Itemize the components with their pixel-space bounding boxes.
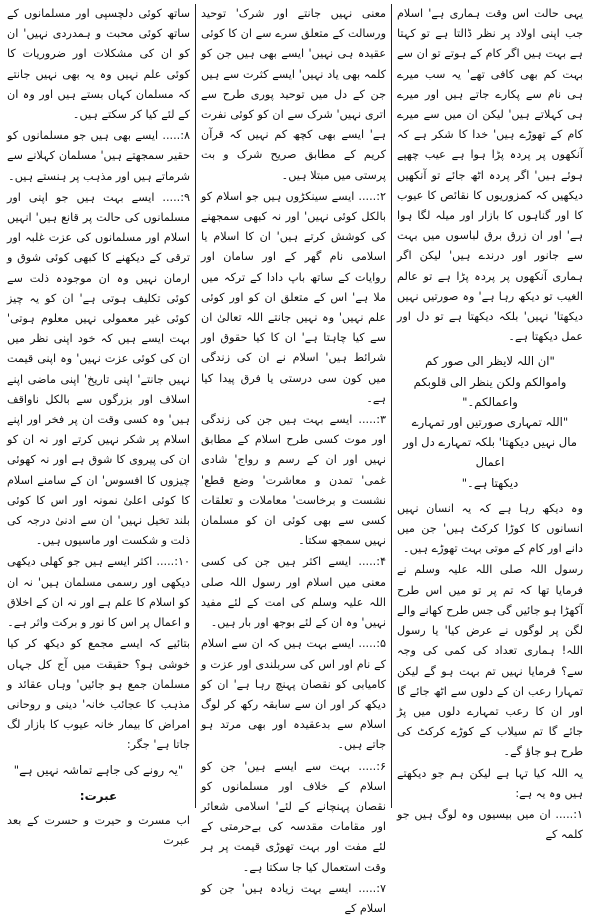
paragraph: بتائیے کہ ایسے مجمع کو دیکھ کر کیا خوشی ہو؟ حقیقت میں آج کل جہاں مسلمان جمع ہو جائیں' وہاں عقائد و مذہب کا عجائب خانہ' دینی و روحانی امراض کا بیمار خانہ عیوب کا بازار لگ جاتا ہے' جگر: [7,637,190,752]
quote-translation-line: دیکھتا ہے۔" [461,475,519,490]
section-heading: عبرت: [79,788,118,803]
paragraph: یہ اللہ کیا تہا ہے لیکن ہم جو دیکھتے ہیں وہ یہ ہے: [397,766,583,800]
numbered-paragraph: ۳:..... ایسے بہت ہیں جن کی زندگی اور موت کسی طرح اسلام کے مطابق نہیں اور ان کے رسم و رواج' شادی غمی' تمدن و معاشرت' وضع قطع' نشست و برخاست' معاملات و تعلقات کسی سے بھی کوئی ان کو مسلمان نہیں سمجھ سکتا۔ [201,413,386,548]
numbered-paragraph: ۷:..... ایسے بہت زیادہ ہیں' جن کو اسلام کے [201,881,386,915]
numbered-paragraph: ۸:..... ایسے بھی ہیں جو مسلمانوں کو حقیر سمجھتے ہیں' مسلمان کہلانے سے شرماتے ہیں اور مذہب پر ہنستے ہیں۔ [7,129,190,183]
paragraph: اب مسرت و حیرت و حسرت کے بعد عبرت [7,813,190,848]
quote-translation-line: مال نہیں دیکھتا' بلکہ تمہارے دل اور اعمال [403,435,577,470]
column-middle [195,4,392,915]
paragraph: ساتھ کوئی دلچسپی اور مسلمانوں کے ساتھ کوئی محبت و ہمدردی نہیں' ان کو ان کی مشکلات اور ضروریات کا کوئی علم نہیں وہ یہ بھی نہیں جانتے کہ مسلمان کہاں بستے ہیں اور وہ ان کے لئے کیا کر سکتے ہیں۔ [7,7,190,122]
quote-line: "یہ رونے کی جاہے تماشہ نہیں ہے" [13,762,184,777]
numbered-paragraph: ۱:..... ان میں بیسیوں وہ لوگ ہیں جو کلمہ کے [397,807,583,842]
hadith-quote [397,351,583,492]
column-left [2,4,195,848]
quote-translation-line: "اللہ تمہاری صورتیں اور تمہارے [411,415,569,430]
numbered-paragraph: ۹:..... ایسے بہت ہیں جو اپنی اور مسلمانوں کی حالت پر قانع ہیں' انہیں اسلام اور مسلمانوں کی عزت غلبہ اور ترقی کے دیکھنے کا کبھی کوئی شوق و ارمان نہیں وہ ان موجودہ ذلت سے کوئی تکلیف ہوتی ہے' ان کو یہ چیز کوئی غیر معمولی نہیں معلوم ہوتی' بہت ایسے ہیں کہ خود اپنی نظر میں ان کی کوئی عزت نہیں' وہ اپنی قیمت نہیں جانتے' اپنی تاریخ' اپنی ماضی اپنے اسلاف اور بزرگوں سے بالکل ناواقف ہیں' وہ کسی وقت ان پر فخر اور اپنے اسلام پر شکر نہیں کرتے اور نہ ان کو ان کی پیروی کا شوق ہے اور نہ کھوئی چیزوں کا افسوس' ان کے سامنے اسلام کا کوئی اعلیٰ نمونہ اور اس کا کوئی بلند تخیل نہیں' ان سے ادنیٰ درجہ کی ذلت و شکست اور ماسیوں ہیں۔ [7,190,190,548]
paragraph: معنی نہیں جانتے اور شرک' توحید ورسالت کے متعلق سرے سے ان کا کوئی عقیدہ ہی نہیں' ایسے بھی ہیں جن کو کلمہ بھی یاد نہیں' ایسے کثرت سے ہیں جن کے دل میں توحید پوری طرح سے اتری نہیں' شرک سے ان کو کوئی نفرت ہے' ایسے بھی کچھ کم نہیں کہ قرآن کریم کے مطابق صریح شرک و بت پرستی میں مبتلا ہیں۔ [201,7,386,182]
quote-line: "ان اللہ لایظر الی صور کم [425,354,555,369]
paragraph: رسول اللہ صلی اللہ علیہ وسلم نے فرمایا تھا کہ تم پر تو میں اس طرح آکھڑا ہو جائیں گی جس طرح کھانے والے لگن پر لوگوں نے عرض کیا' یا رسول اللہ! ہماری تعداد کی کمی کی وجہ سے؟ فرمایا نہیں تم بہت ہو گے لیکن تمہارا رعب ان کے دلوں سے اٹھ جائے گا اور ان کا رعب تمہارے دلوں میں پڑ جائے گا تم سیلاب کے کوڑے کرکٹ کی طرح ہو جاؤ گے۔ [397,563,583,759]
quote-line: واموالکم ولکن ینظر الی قلوبکم [413,374,567,389]
quote-line: واعمالکم۔" [462,394,518,409]
paragraph: وہ دیکھ رہا ہے کہ یہ انسان نہیں انسانوں کا کوڑا کرکٹ ہیں' جن میں دانے اور کام کے موتی بہت تھوڑے ہیں۔ [397,501,583,556]
numbered-paragraph: ۶:..... بہت سے ایسے ہیں' جن کو اسلام کے خلاف اور مسلمانوں کو نقصان پہنچانے کے لئے' اسلامی شعائر اور مقامات مقدسہ کی بےحرمتی کے لئے مفت اور بہت تھوڑی قیمت پر ہر وقت استعمال کیا جا سکتا ہے۔ [201,759,386,874]
numbered-paragraph: ۱۰:..... اکثر ایسے ہیں جو کھلی دیکھی دیکھی اور رسمی مسلمان ہیں' نہ ان کو اسلام کا علم ہے اور نہ ان کے اخلاق و اعمال پر اس کا نور و برکت واثر ہے۔ [7,555,190,630]
verse-quote [7,760,190,780]
column-right [392,4,588,842]
numbered-paragraph: ۲:..... ایسے سینکڑوں ہیں جو اسلام کو بالکل کوئی نہیں' اور نہ کبھی سمجھنے کی کوشش کرتے ہیں' ان کا اسلام یا اسلامی نام گھر کے اور سامان اور روایات کے ساتھ باپ دادا کے ترکہ میں ملا ہے' اس کے متعلق ان کو اور کوئی علم نہیں' وہ نہیں جانتے اللہ تعالیٰ ان سے کیا چاہتا ہے' ان کا کیا حقوق اور شرائط ہیں' اسلام نے ان کی زندگی میں کون سی درستی یا فرق پیدا کیا ہے۔ [201,189,386,405]
numbered-paragraph: ۵:..... ایسے بہت ہیں کہ ان سے اسلام کے نام اور اس کی سربلندی اور عزت و کامیابی کو نقصان پہنچ رہا ہے' ان کو دیکھ کر اور ان سے سابقہ رکھ کر لوگ اسلام سے بدعقیدہ اور بھی مرتد ہو جاتے ہیں۔ [201,637,386,752]
paragraph: یہی حالت اس وقت ہماری ہے' اسلام جب اپنی اولاد پر نظر ڈالتا ہے تو کہتا ہے بہت ہیں اگر کام کے ہوتے تو ان سے بہت کم بھی کافی تھے' یہ سب میرے ہی نام سے پکارے جاتے ہیں اور میرے ہی کہلاتے ہیں' لیکن ان میں سے میرے کام کے تھوڑے ہیں' خدا کا شکر ہے کہ آنکھوں پر پردہ پڑا ہوا ہے عیب چھپے ہوئے ہیں' اگر پردہ اٹھ جائے تو آنکھیں دیکھیں کہ کمزوریوں کا نقائص کا عیوب کا اور گناہوں کا بازار اور میلہ لگا ہوا ہے' اور ان زرق برق لباسوں میں بہت سے جانور اور درندے ہیں' لیکن اگر ہماری آنکھوں پر پردہ پڑا ہے تو عالم الغیب تو دیکھ رہا ہے' وہ صورتیں نہیں دیکھتا' نہیں' بلکہ دیکھتا ہے تو دل اور عمل دیکھتا ہے۔ [397,7,583,344]
numbered-paragraph: ۴:..... ایسے اکثر ہیں جن کی کسی معنی میں اسلام اور رسول اللہ صلی اللہ علیہ وسلم کی امت کے لئے مفید نہیں' وہ ان کے لئے بوجھ اور بار ہیں۔ [201,555,386,630]
